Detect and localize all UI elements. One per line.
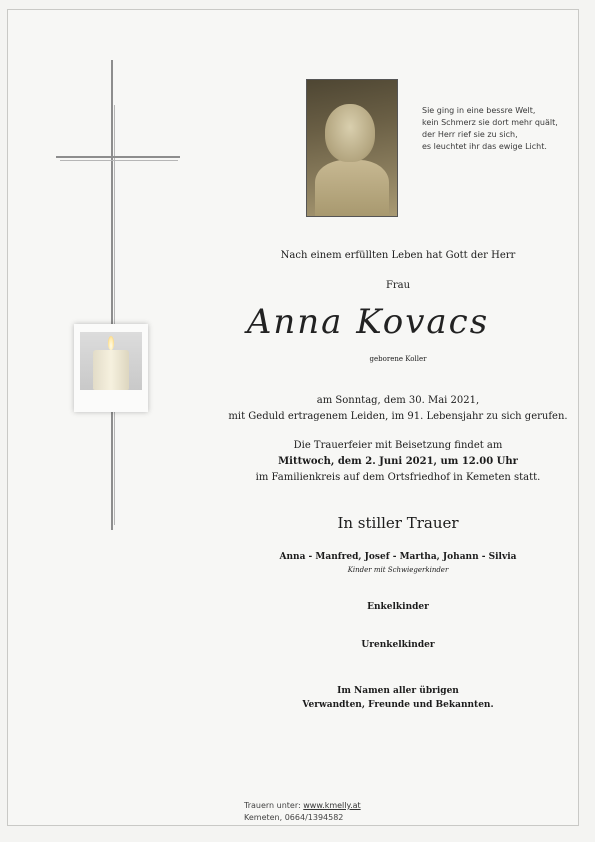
children-label: Kinder mit Schwiegerkinder [347,566,449,574]
death-details: mit Geduld ertragenem Leiden, im 91. Lebensjahr zu sich gerufen. [228,411,568,422]
relatives-line: Verwandten, Freunde und Bekannten. [302,700,494,710]
obituary-card [7,9,579,826]
children-names: Anna - Manfred, Josef - Martha, Johann - Silvia [279,552,517,562]
salutation: Frau [385,280,411,291]
memorial-poem [422,105,558,153]
condolence-label: Trauern unter: [244,801,301,810]
place: Kemeten, [244,813,283,822]
cross-horizontal-shadow [60,160,178,161]
website-link[interactable]: www.kmelly.at [303,801,361,810]
death-date: am Sonntag, dem 30. Mai 2021, [316,395,480,406]
poem-line: der Herr rief sie zu sich, [422,130,518,139]
candle-image [74,324,148,412]
poem-line: kein Schmerz sie dort mehr quält, [422,118,558,127]
candle-icon [93,350,129,390]
funeral-date: Mittwoch, dem 2. Juni 2021, um 12.00 Uhr [278,456,518,467]
mourning-heading: In stiller Trauer [337,514,459,532]
relatives-note [208,684,588,712]
portrait-body [315,160,389,216]
cross-vertical-shadow [114,105,115,525]
relatives-line: Im Namen aller übrigen [337,686,459,696]
footer [244,800,361,824]
funeral-intro: Die Trauerfeier mit Beisetzung findet am [293,440,503,451]
maiden-name: geborene Koller [369,355,427,363]
funeral-notice [208,438,588,486]
cross-horizontal-beam [56,156,180,158]
poem-line: es leuchtet ihr das ewige Licht. [422,142,547,151]
grandchildren: Enkelkinder [367,602,429,612]
funeral-location: im Familienkreis auf dem Ortsfriedhof in Kemeten statt. [255,472,541,483]
deceased-name: Anna Kovacs [246,302,490,342]
phone-number: 0664/1394582 [284,813,344,822]
intro-text: Nach einem erfüllten Leben hat Gott der Herr [280,250,516,261]
death-notice [208,393,588,425]
poem-line: Sie ging in eine bessre Welt, [422,106,536,115]
cross-vertical-beam [111,60,113,530]
portrait-photo [306,79,398,217]
portrait-head [325,104,375,162]
great-grandchildren: Urenkelkinder [361,640,435,650]
flame-icon [108,336,114,350]
